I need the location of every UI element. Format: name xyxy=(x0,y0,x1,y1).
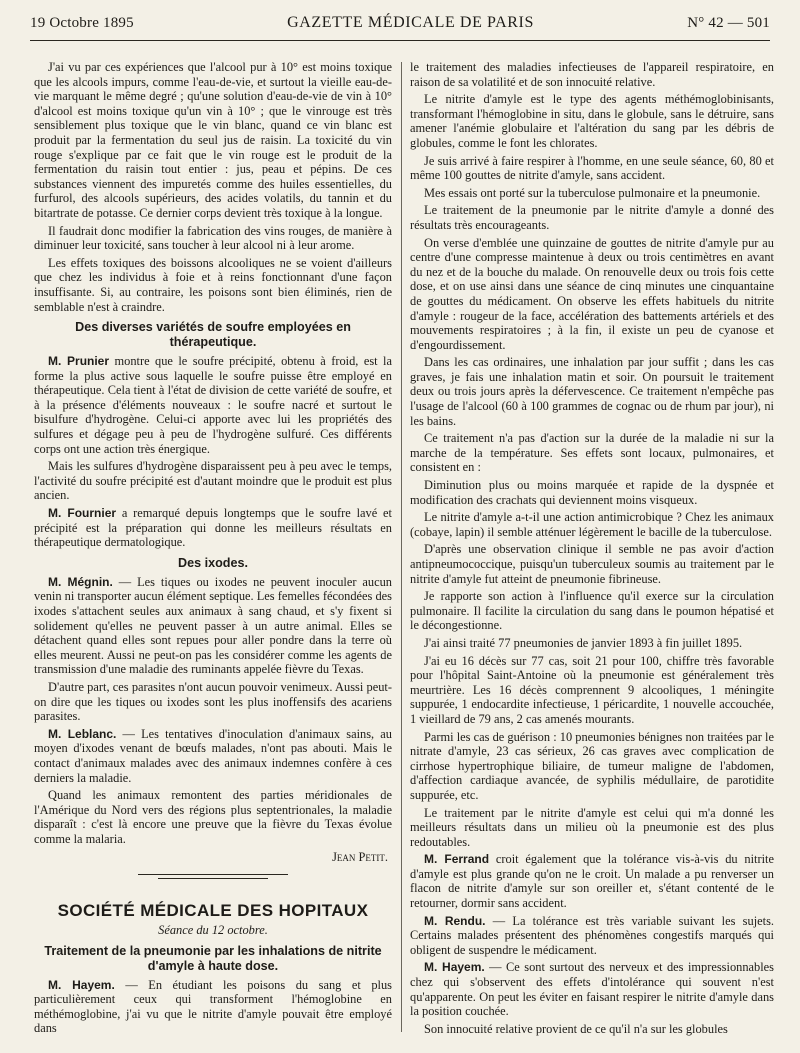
page-header xyxy=(30,14,770,38)
paragraph xyxy=(410,852,774,910)
speaker-name: M. Rendu. xyxy=(424,913,486,928)
paragraph: Diminution plus ou moins marquée et rapide de la dyspnée et modification des crachats qui deviennent moins visqueux. xyxy=(410,478,774,507)
speaker-name: M. Hayem. xyxy=(48,977,115,992)
paragraph: Le traitement par le nitrite d'amyle est celui qui m'a donné les meilleurs résultats dans un milieu où la pneumonie est des plus redoutables. xyxy=(410,805,774,849)
speaker-name: M. Fournier xyxy=(48,506,117,521)
paragraph: Le nitrite d'amyle a-t-il une action antimicrobique ? Chez les animaux (cobaye, lapin) il semble atténuer légèrement le bacille de la tuberculose. xyxy=(410,510,774,539)
paragraph: Je suis arrivé à faire respirer à l'homme, en une seule séance, 60, 80 et même 100 gouttes de nitrite d'amyle, sans accident. xyxy=(410,153,774,183)
paragraph: Son innocuité relative provient de ce qu'il n'a sur les globules xyxy=(424,1021,728,1036)
paragraph xyxy=(34,727,392,785)
paragraph: J'ai vu par ces expériences que l'alcool pur à 10° est moins toxique que les alcools impurs, comme l'eau-de-vie, et surtout la vieille eau-de-vie marquant le même degré ; qu'une solution d'eau-de-vie de vin à 10° d'alcool est moins toxique qu'un vin à 10° ; que le vinrouge est très sensiblement plus toxique que le vin blanc, quand ce vin blanc est produit par la fermentation du seul jus de raisin. La toxicité du vin rouge s'explique par ce fait que le vin rouge est le produit de la fermentation du raisin tout entier : jus, peau et pépins. De ces substances viennent des impuretés comme des huiles essentielles, du furfurol, des alcools supérieurs, des acides volatils, du tannin et du bitartrate de potasse. Ce dernier corps devient très toxique à la longue. xyxy=(34,60,392,220)
paragraph: Dans les cas ordinaires, une inhalation par jour suffit ; dans les cas graves, je fais une inhalation matin et soir. On poursuit le traitement deux ou trois jours après la défervescence. Ce traitement n'empêche pas l'usage de l'alcool (60 à 100 grammes de cognac ou de rhum par jour), ni les bains. xyxy=(410,355,774,428)
paragraph xyxy=(410,960,774,1018)
speaker-text: a remarqué depuis longtemps que le soufre lavé et précipité est la préparation qui donne les meilleurs résultats en thérapeutique dermatologique. xyxy=(34,506,392,550)
paragraph: J'ai ainsi traité 77 pneumonies de janvier 1893 à fin juillet 1895. xyxy=(424,635,743,650)
speaker-text: — Les tentatives d'inoculation d'animaux sains, au moyen d'ixodes venant de bœufs malades, n'ont pas abouti. Mais le contact d'animaux malades avec des animaux indemnes confère à ces derniers la maladie. xyxy=(34,726,392,785)
paragraph: Mais les sulfures d'hydrogène disparaissent peu à peu avec le temps, l'activité du soufre précipité est d'autant moindre que le produit est plus ancien. xyxy=(34,459,392,503)
paragraph: Le nitrite d'amyle est le type des agents méthémoglobinisants, transformant l'hémoglobine in situ, dans le globule, sans le détruire, sans amener l'anémie globulaire et l'altération du sang par les débris de globules, comme le font les chlorates. xyxy=(410,92,774,150)
right-column xyxy=(410,60,774,1039)
paragraph: Il faudrait donc modifier la fabrication des vins rouges, de manière à diminuer leur toxicité, sans toucher à leur alcool ni à leur arome. xyxy=(34,223,392,253)
column-divider xyxy=(401,62,402,1032)
paragraph: Quand les animaux remontent des parties méridionales de l'Amérique du Nord vers des régions plus septentrionales, la maladie disparaît : c'est là encore une preuve que la fièvre du Texas évolue comme la malaria. xyxy=(34,788,392,846)
society-title: SOCIÉTÉ MÉDICALE DES HOPITAUX xyxy=(57,901,369,921)
paragraph: Ce traitement n'a pas d'action sur la durée de la maladie ni sur la marche de la température. Ses effets sont locaux, pulmonaires, et consistent en : xyxy=(410,431,774,475)
section-heading-nitrite: Traitement de la pneumonie par les inhalations de nitrite d'amyle à haute dose. xyxy=(44,943,382,973)
section-heading-ixodes: Des ixodes. xyxy=(178,555,248,570)
header-rule xyxy=(30,40,770,41)
paragraph: Les effets toxiques des boissons alcooliques ne se voient d'ailleurs que chez les individus à foie et à reins fonctionnant d'une façon insuffisante. Si, au contraire, les poisons sont bien éliminés, rien de semblable n'est à craindre. xyxy=(34,255,392,314)
speaker-text: montre que le soufre précipité, obtenu à froid, est la forme la plus active sous laquelle le soufre puisse être employé en thérapeutique. Cela tient à l'état de division de cette variété de soufre, et à la présence d'éléments nouveaux : le soufre nacré et surtout le bisulfure d'hydrogène. Celui-ci apporte avec lui les propriétés des sulfures et dégage peu à peu de l'hydrogène sulfuré. Ces différents corps ont une action très énergique. xyxy=(34,354,392,456)
paragraph xyxy=(34,354,392,456)
paragraph: J'ai eu 16 décès sur 77 cas, soit 21 pour 100, chiffre très favorable pour l'hôpital Saint-Antoine où la pneumonie est généralement très meurtrière. Les 16 décès comprennent 9 alcooliques, 1 méningite suppurée, 1 endocardite infectieuse, 1 péricardite, 1 nouvelle accouchée, 1 vieillard de 79 ans, 2 cas amenés mourants. xyxy=(410,653,774,726)
paragraph: Mes essais ont porté sur la tuberculose pulmonaire et la pneumonie. xyxy=(424,185,761,200)
paragraph xyxy=(34,506,392,550)
paragraph: Je rapporte son action à l'influence qu'il exerce sur la circulation pulmonaire. Il facilite la circulation du sang dans le poumon hépatisé et le décongestionne. xyxy=(410,589,774,633)
paragraph: D'après une observation clinique il semble ne pas avoir d'action antipneumococcique, puisqu'un tuberculeux soumis au traitement par le nitrite d'amyle fut atteint de pneumonie fibrineuse. xyxy=(410,542,774,586)
paragraph: Parmi les cas de guérison : 10 pneumonies bénignes non traitées par le nitrate d'amyle, 23 cas sérieux, 26 cas graves avec complication de cirrhose hypertrophique biliaire, de tumeur maligne de l'abdomen, d'affection cardiaque avancée, de syphilis médullaire, de parotidite suppurée, etc. xyxy=(410,729,774,802)
paragraph xyxy=(34,978,392,1036)
session-date: Séance du 12 octobre. xyxy=(158,923,268,938)
author-signature: Jean Petit. xyxy=(332,849,388,864)
left-column xyxy=(34,60,392,1039)
speaker-text: croit également que la tolérance vis-à-vis du nitrite d'amyle est plus grande qu'on ne le croit. Un malade a pu renverser un flacon de nitrite d'amyle sur son oreiller et, s'étant contenté de le retourner, dormir sans accident. xyxy=(410,852,774,911)
speaker-name: M. Hayem. xyxy=(424,960,485,975)
paragraph xyxy=(410,914,774,958)
section-separator xyxy=(138,874,288,875)
paragraph: Le traitement de la pneumonie par le nitrite d'amyle a donné des résultats très encourageants. xyxy=(410,203,774,232)
speaker-text: — Ce sont surtout des nerveux et des impressionnables chez qui s'observent des effets d'intolérance qui souvent n'est qu'apparente. On peut les éviter en faisant respirer le nitrite d'amyle dans la position couchée. xyxy=(410,960,774,1019)
section-heading-soufre: Des diverses variétés de soufre employées en thérapeutique. xyxy=(75,320,351,350)
speaker-name: M. Mégnin. xyxy=(48,574,113,589)
speaker-name: M. Leblanc. xyxy=(48,726,117,741)
issue-page-number: N° 42 — 501 xyxy=(687,15,770,31)
issue-date: 19 Octobre 1895 xyxy=(30,15,134,31)
paragraph xyxy=(34,575,392,677)
speaker-text: — En étudiant les poisons du sang et plus particulièrement ceux qui transforment l'hémoglobine en méthémoglobine, j'ai vu que le nitrite d'amyle pouvait être employé dans xyxy=(34,977,392,1036)
speaker-name: M. Ferrand xyxy=(424,852,490,867)
speaker-text: — Les tiques ou ixodes ne peuvent inoculer aucun venin ni transporter aucun élément septique. Les femelles fécondées des ixodes s'attachent seules aux animaux à sang chaud, et s'y fixent si solidement qu'elles ne peuvent passer à un autre animal. Elles se détachent quand elles sont repues pour aller pondre dans la terre où elles meurent. Aussi ne peut-on pas les considérer comme les agents de transmission d'une maladie des ruminants appelée fièvre du Texas. xyxy=(34,574,392,677)
paragraph: le traitement des maladies infectieuses de l'appareil respiratoire, en raison de sa volatilité et de son innocuité relative. xyxy=(410,60,774,89)
speaker-name: M. Prunier xyxy=(48,354,110,369)
journal-title: GAZETTE MÉDICALE DE PARIS xyxy=(287,14,534,31)
section-separator xyxy=(158,878,268,879)
speaker-text: — La tolérance est très variable suivant les sujets. Certains malades présentent des phénomènes congestifs marqués qui obligent de suspendre le médicament. xyxy=(410,913,775,957)
paragraph: D'autre part, ces parasites n'ont aucun pouvoir venimeux. Aussi peut-on dire que les tiques ou ixodes sont les plus inoffensifs des acariens parasites. xyxy=(34,679,392,724)
paragraph: On verse d'emblée une quinzaine de gouttes de nitrite d'amyle pur au centre d'une compresse maintenue à deux ou trois centimètres en avant du nez et de la bouche du malade. On renouvelle deux ou trois fois cette dose, et on use ainsi dans une séance de cinq minutes une cinquantaine de gouttes du médicament. On observe les effets habituels du nitrite d'amyle : rougeur de la face, accélération des battements artériels et des mouvements respiratoires ; à la fin, il existe un peu de cyanose et d'engourdissement. xyxy=(410,235,774,352)
